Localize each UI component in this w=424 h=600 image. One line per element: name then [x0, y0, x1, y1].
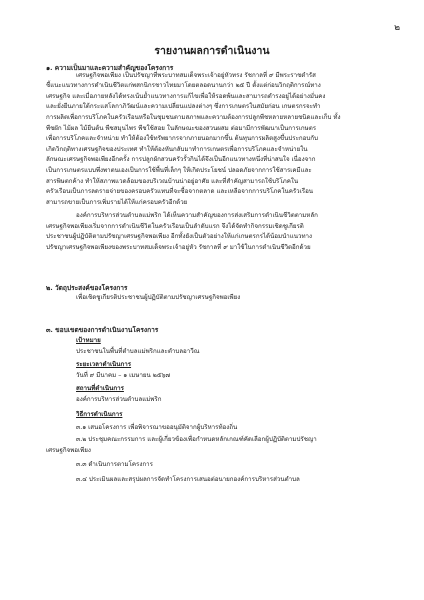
section-1-para1-line: ลักษณะเศรษฐกิจพอเพียงอีกครั้ง การปลูกผักสวนครัวรั้วกินได้จึงเป็นอีกแนวทางหนึ่งที่น่าสนใจ เนื่องจาก [46, 156, 316, 163]
method-step: ๓.๓ ดำเนินการตามโครงการ [76, 461, 153, 468]
section-1-para1-line: ชี้แนะแนวทางการดำเนินชีวิตแก่พสกนิกรชาวไทยมาโดยตลอดนานกว่า ๒๕ ปี ตั้งแต่ก่อนวิกฤติการณ์ทาง [46, 82, 321, 89]
section-1-para1-line: สามารถขายเป็นการเพิ่มรายได้ให้แก่ครอบครัวอีกด้วย [46, 199, 188, 206]
period-label: ระยะเวลาดำเนินการ [76, 361, 132, 368]
method-step: เศรษฐกิจพอเพียง [46, 447, 91, 454]
objective-text: เพื่อเชิดชูเกียรติประชาชนผู้ปฏิบัติตามปรัชญาเศรษฐกิจพอเพียง [76, 294, 241, 301]
section-1-para1-line: เป็นการเกษตรแบบพึ่งพาตนเองเป็นการใช้พื้นที่เล็กๆ ให้เกิดประโยชน์ ปลอดภัยจากการใช้สารเคมีและ [46, 167, 312, 174]
section-1-para2-line: ประชาชนผู้ปฏิบัติตามปรัชญาเศรษฐกิจพอเพียง อีกทั้งยังเป็นตัวอย่างให้แก่เกษตรกรได้น้อมนำแนวทาง [46, 233, 313, 240]
section-1-para1-line: และยั่งยืนภายใต้กระแสโลกาภิวัฒน์และความเปลี่ยนแปลงต่างๆ ซึ่งการเกษตรในสมัยก่อน เกษตรกรจะทำ [46, 103, 321, 110]
target-text: ประชาชนในพื้นที่ตำบลแม่พริกและตำบลอาวีณ [76, 348, 200, 355]
section-1-heading: ๑. ความเป็นมาและความสำคัญของโครงการ [46, 64, 174, 72]
target-label: เป้าหมาย [76, 337, 101, 344]
page-number: ๒ [394, 23, 400, 33]
place-text: องค์การบริหารส่วนตำบลแม่พริก [76, 396, 162, 403]
section-1-para1-line: สารพิษตกค้าง ทำให้สภาพแวดล้อมของบริเวณบ้านน่าอยู่อาศัย และที่สำคัญสามารถใช้บริโภคใน [46, 178, 299, 185]
report-title: รายงานผลการดำเนินงาน [154, 45, 270, 57]
section-1-para1-line: เพื่อการบริโภคและจำหน่าย ทำให้ต้องใช้ทรัพยากรจากภายนอกมากขึ้น ต้นทุนการผลิตสูงขึ้นประกอบกับ [46, 135, 318, 142]
method-step: ๓.๑ เสนอโครงการ เพื่อพิจารณาขออนุมัติจากผู้บริหารท้องถิ่น [76, 424, 238, 431]
section-2-heading: ๒. วัตถุประสงค์ของโครงการ [46, 284, 128, 292]
section-1-para2-line: เศรษฐกิจพอเพียงเริ่มจากการดำเนินชีวิตในครัวเรือนเป็นลำดับแรก จึงได้จัดทำกิจกรรมเชิดชูเกียรติ [46, 223, 304, 230]
section-1-para1-line: เศรษฐกิจพอเพียง เป็นปรัชญาที่พระบาทสมเด็จพระเจ้าอยู่หัวทรง รัชกาลที่ ๙ มีพระราชดำรัส [76, 72, 316, 79]
section-1-para2-line: ปรัชญาเศรษฐกิจพอเพียงของพระบาทสมเด็จพระเจ้าอยู่หัว รัชกาลที่ ๙ มาใช้ในการดำเนินชีวิตอีกด้วย [46, 244, 311, 251]
section-1-para1-line: เกิดวิกฤติทางเศรษฐกิจของประเทศ ทำให้ต้องหันกลับมาทำการเกษตรเพื่อการบริโภคและจำหน่ายใน [46, 146, 308, 153]
section-1-para1-line: ครัวเรือนเป็นการลดรายจ่ายของครอบครัวแทนที่จะซื้อจากตลาด และเหลือจากการบริโภคในครัวเรือน [46, 188, 314, 195]
section-1-para1-line: พืชผัก ไม้ผล ไม้ยืนต้น พืชสมุนไพร พืชใช้สอย ในลักษณะของสวนผสม ต่อมามีการพัฒนาเป็นการเกษตร [46, 125, 317, 132]
section-3-heading: ๓. ขอบเขตของการดำเนินงานโครงการ [46, 326, 159, 334]
method-step: ๓.๔ ประเมินผลและสรุปผลการจัดทำโครงการเสนอต่อนายกองค์การบริหารส่วนตำบล [76, 476, 300, 483]
method-label: วิธีการดำเนินการ [76, 411, 123, 418]
method-step: ๓.๒ ประชุมคณะกรรมการ และผู้เกี่ยวข้องเพื่อกำหนดหลักเกณฑ์คัดเลือกผู้ปฏิบัติตามปรัชญา [76, 436, 317, 443]
section-1-para1-line: เศรษฐกิจ และเมื่อภายหลังได้ทรงเน้นย้ำแนวทางการแก้ไขเพื่อให้รอดพ้นและสามารถดำรงอยู่ได้อย่างมั่นคง [46, 93, 326, 100]
section-1-para2-line: องค์การบริหารส่วนตำบลแม่พริก ได้เห็นความสำคัญของการส่งเสริมการดำเนินชีวิตตามหลัก [76, 212, 318, 219]
section-1-para1-line: การผลิตเพื่อการบริโภคในครัวเรือนหรือในชุมชนตามสภาพและความต้องการปลูกพืชหลายหลายชนิดและเก็บ ทั้ง [46, 114, 341, 121]
period-text: วันที่ ๙ มีนาคม – ๑ เมษายน ๒๕๖๗ [76, 372, 171, 379]
place-label: สถานที่ดำเนินการ [76, 385, 124, 392]
